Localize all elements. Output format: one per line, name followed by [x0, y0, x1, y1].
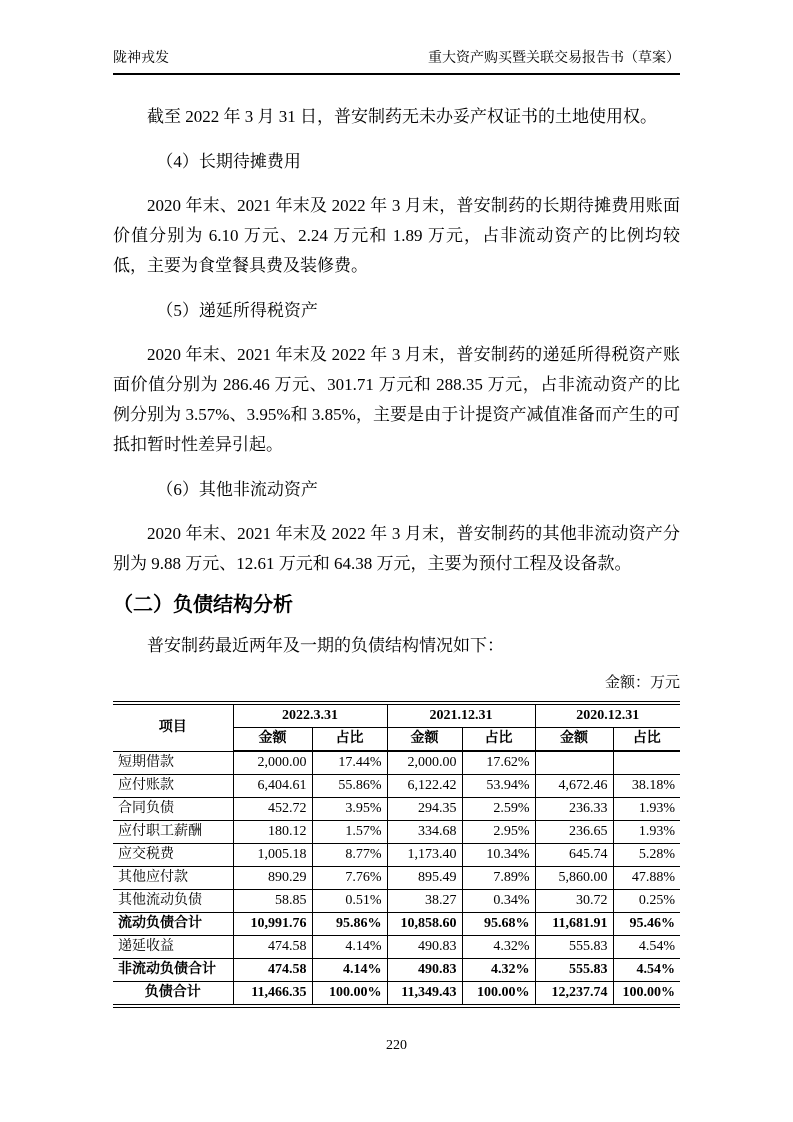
cell-value: 5.28% [613, 844, 680, 867]
row-label: 短期借款 [113, 751, 233, 775]
cell-value: 7.76% [312, 867, 387, 890]
cell-value: 0.34% [462, 890, 535, 913]
cell-value: 10,858.60 [387, 913, 462, 936]
row-label: 负债合计 [113, 982, 233, 1007]
table-row-employee-compensation-payable [113, 821, 680, 844]
cell-value: 30.72 [535, 890, 613, 913]
header-report-title: 重大资产购买暨关联交易报告书（草案） [428, 51, 680, 66]
cell-value: 3.95% [312, 798, 387, 821]
cell-value: 1.57% [312, 821, 387, 844]
column-header-amount: 金额 [535, 728, 613, 752]
cell-value: 645.74 [535, 844, 613, 867]
cell-value [535, 751, 613, 775]
column-header-period-2020: 2020.12.31 [535, 703, 680, 728]
column-header-ratio: 占比 [613, 728, 680, 752]
cell-value: 4.14% [312, 959, 387, 982]
cell-value: 10,991.76 [233, 913, 312, 936]
cell-value: 474.58 [233, 936, 312, 959]
cell-value: 17.62% [462, 751, 535, 775]
page-header [113, 50, 680, 75]
subheading-5-deferred-tax-assets: （5）递延所得税资产 [156, 301, 318, 320]
cell-value: 555.83 [535, 959, 613, 982]
table-row-total-non-current-liabilities [113, 959, 680, 982]
row-label: 应付账款 [113, 775, 233, 798]
cell-value: 0.25% [613, 890, 680, 913]
column-header-item: 项目 [113, 703, 233, 751]
cell-value: 890.29 [233, 867, 312, 890]
cell-value: 0.51% [312, 890, 387, 913]
row-label: 合同负债 [113, 798, 233, 821]
cell-value: 4.54% [613, 959, 680, 982]
row-label: 递延收益 [113, 936, 233, 959]
table-header-periods [113, 703, 680, 728]
table-row-taxes-payable [113, 844, 680, 867]
cell-value: 55.86% [312, 775, 387, 798]
row-label: 非流动负债合计 [113, 959, 233, 982]
cell-value: 38.18% [613, 775, 680, 798]
cell-value: 12,237.74 [535, 982, 613, 1007]
column-header-ratio: 占比 [462, 728, 535, 752]
cell-value: 95.86% [312, 913, 387, 936]
cell-value: 4.54% [613, 936, 680, 959]
cell-value: 474.58 [233, 959, 312, 982]
table-row-total-liabilities [113, 982, 680, 1007]
paragraph-deferred-tax-assets: 2020 年末、2021 年末及 2022 年 3 月末，普安制药的递延所得税资产账面价值分别为 286.46 万元、301.71 万元和 288.35 万元，占非流动资产的比例分别为 3.57%、3.95%和 3.85%，主要是由于计提资产减值准备而产生的可抵扣暂时性差异引起。 [113, 345, 680, 454]
cell-value: 2,000.00 [233, 751, 312, 775]
cell-value: 11,681.91 [535, 913, 613, 936]
cell-value: 6,122.42 [387, 775, 462, 798]
table-row-total-current-liabilities [113, 913, 680, 936]
column-header-ratio: 占比 [312, 728, 387, 752]
column-header-period-2021: 2021.12.31 [387, 703, 535, 728]
cell-value: 11,466.35 [233, 982, 312, 1007]
table-row-other-payables [113, 867, 680, 890]
table-row-other-current-liabilities [113, 890, 680, 913]
cell-value: 236.65 [535, 821, 613, 844]
header-company-name: 陇神戎发 [113, 51, 169, 66]
cell-value: 4.32% [462, 959, 535, 982]
column-header-amount: 金额 [387, 728, 462, 752]
cell-value: 47.88% [613, 867, 680, 890]
cell-value: 490.83 [387, 959, 462, 982]
paragraph-other-non-current-assets: 2020 年末、2021 年末及 2022 年 3 月末，普安制药的其他非流动资产分别为 9.88 万元、12.61 万元和 64.38 万元，主要为预付工程及设备款。 [113, 524, 680, 573]
unit-note: 金额：万元 [604, 675, 680, 691]
table-intro-text: 普安制药最近两年及一期的负债结构情况如下： [147, 636, 504, 655]
cell-value: 2.95% [462, 821, 535, 844]
column-header-period-2022: 2022.3.31 [233, 703, 387, 728]
cell-value: 555.83 [535, 936, 613, 959]
cell-value: 1,173.40 [387, 844, 462, 867]
row-label: 其他流动负债 [113, 890, 233, 913]
cell-value: 100.00% [312, 982, 387, 1007]
cell-value: 17.44% [312, 751, 387, 775]
row-label: 应付职工薪酬 [113, 821, 233, 844]
cell-value: 53.94% [462, 775, 535, 798]
cell-value: 95.46% [613, 913, 680, 936]
cell-value: 8.77% [312, 844, 387, 867]
cell-value: 11,349.43 [387, 982, 462, 1007]
row-label: 应交税费 [113, 844, 233, 867]
cell-value: 895.49 [387, 867, 462, 890]
paragraph-long-term-deferred-expenses: 2020 年末、2021 年末及 2022 年 3 月末，普安制药的长期待摊费用账面价值分别为 6.10 万元、2.24 万元和 1.89 万元，占非流动资产的比例均较低，主要为食堂餐具费及装修费。 [113, 196, 680, 275]
cell-value: 58.85 [233, 890, 312, 913]
table-row-contract-liabilities [113, 798, 680, 821]
cell-value: 1.93% [613, 798, 680, 821]
paragraph-land-use-rights: 截至 2022 年 3 月 31 日，普安制药无未办妥产权证书的土地使用权。 [147, 107, 657, 126]
row-label: 流动负债合计 [113, 913, 233, 936]
cell-value: 100.00% [462, 982, 535, 1007]
cell-value: 2,000.00 [387, 751, 462, 775]
cell-value: 490.83 [387, 936, 462, 959]
table-row-accounts-payable [113, 775, 680, 798]
cell-value: 452.72 [233, 798, 312, 821]
cell-value: 4.32% [462, 936, 535, 959]
cell-value: 334.68 [387, 821, 462, 844]
cell-value: 5,860.00 [535, 867, 613, 890]
subheading-6-other-non-current-assets: （6）其他非流动资产 [156, 480, 318, 499]
cell-value: 1.93% [613, 821, 680, 844]
cell-value: 180.12 [233, 821, 312, 844]
cell-value: 294.35 [387, 798, 462, 821]
cell-value: 7.89% [462, 867, 535, 890]
cell-value [613, 751, 680, 775]
subheading-4-long-term-deferred-expenses: （4）长期待摊费用 [156, 152, 301, 171]
cell-value: 100.00% [613, 982, 680, 1007]
cell-value: 4.14% [312, 936, 387, 959]
liability-structure-table [113, 701, 680, 1008]
table-row-deferred-income [113, 936, 680, 959]
cell-value: 2.59% [462, 798, 535, 821]
page-number: 220 [386, 1038, 407, 1053]
cell-value: 4,672.46 [535, 775, 613, 798]
row-label: 其他应付款 [113, 867, 233, 890]
column-header-amount: 金额 [233, 728, 312, 752]
cell-value: 1,005.18 [233, 844, 312, 867]
cell-value: 10.34% [462, 844, 535, 867]
cell-value: 6,404.61 [233, 775, 312, 798]
section-title-liability-structure: （二）负债结构分析 [113, 594, 293, 616]
cell-value: 38.27 [387, 890, 462, 913]
cell-value: 236.33 [535, 798, 613, 821]
table-row-short-term-borrowings [113, 751, 680, 775]
cell-value: 95.68% [462, 913, 535, 936]
